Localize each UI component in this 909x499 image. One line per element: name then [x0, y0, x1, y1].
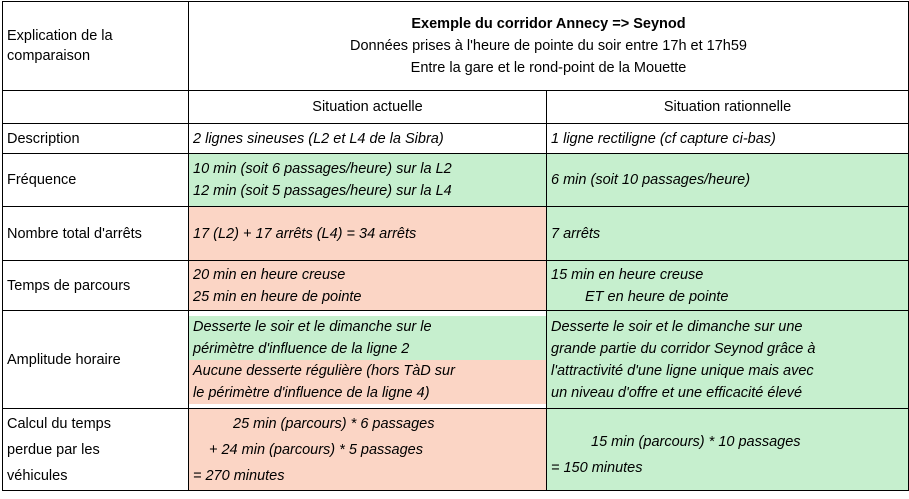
header-label-cell [3, 2, 189, 91]
calcul-rational-line: 15 min (parcours) * 10 passages [591, 433, 801, 450]
parcours-rational [547, 261, 909, 311]
calcul-current-line: 25 min (parcours) * 6 passages [233, 415, 435, 432]
frequence-current [189, 154, 547, 207]
amplitude-rational [547, 311, 909, 409]
arrets-rational: 7 arrêts [547, 207, 909, 261]
header-label: Explication de la comparaison [7, 28, 113, 64]
calcul-label-line: Calcul du temps [7, 415, 111, 432]
description-rational: 1 ligne rectiligne (cf capture ci-bas) [547, 124, 909, 154]
amplitude-rational-line: l'attractivité d'une ligne unique mais avec [551, 362, 814, 379]
row-label-parcours: Temps de parcours [3, 261, 189, 311]
parcours-rational-line: 15 min en heure creuse [551, 266, 704, 283]
frequence-rational: 6 min (soit 10 passages/heure) [547, 154, 909, 207]
calcul-current-line: + 24 min (parcours) * 5 passages [209, 441, 423, 458]
table-subtitle-period: Données prises à l'heure de pointe du soir entre 17h et 17h59 [350, 38, 747, 54]
amplitude-current [189, 311, 547, 409]
parcours-current-line: 25 min en heure de pointe [193, 288, 362, 305]
calcul-current [189, 409, 547, 491]
table-subtitle-route: Entre la gare et le rond-point de la Mouette [410, 60, 687, 76]
row-label-amplitude: Amplitude horaire [3, 311, 189, 409]
frequence-current-line: 10 min (soit 6 passages/heure) sur la L2 [193, 161, 452, 177]
amplitude-current-line: le périmètre d'influence de la ligne 4) [189, 382, 546, 404]
parcours-current [189, 261, 547, 311]
calcul-label-line: perdue par les [7, 441, 100, 458]
row-label-arrets: Nombre total d'arrêts [3, 207, 189, 261]
calcul-rational-line: = 150 minutes [551, 459, 643, 476]
arrets-current: 17 (L2) + 17 arrêts (L4) = 34 arrêts [189, 207, 547, 261]
table-title: Exemple du corridor Annecy => Seynod [411, 16, 686, 32]
column-header-rational: Situation rationnelle [547, 91, 909, 124]
comparison-table [2, 1, 909, 491]
blank-cell [3, 91, 189, 124]
header-title-cell [189, 2, 909, 91]
amplitude-current-line: Aucune desserte régulière (hors TàD sur [189, 360, 546, 382]
amplitude-rational-line: Desserte le soir et le dimanche sur une [551, 318, 803, 335]
parcours-current-line: 20 min en heure creuse [193, 266, 346, 283]
amplitude-current-line: Desserte le soir et le dimanche sur le [189, 316, 546, 338]
amplitude-current-line: périmètre d'influence de la ligne 2 [189, 338, 546, 360]
column-header-current: Situation actuelle [189, 91, 547, 124]
frequence-current-line: 12 min (soit 5 passages/heure) sur la L4 [193, 183, 452, 199]
calcul-current-line: = 270 minutes [193, 467, 285, 484]
amplitude-rational-line: grande partie du corridor Seynod grâce à [551, 340, 816, 357]
row-label-frequence: Fréquence [3, 154, 189, 207]
calcul-label-line: véhicules [7, 467, 68, 484]
description-current: 2 lignes sineuses (L2 et L4 de la Sibra) [189, 124, 547, 154]
parcours-rational-line: ET en heure de pointe [585, 288, 729, 305]
calcul-rational [547, 409, 909, 491]
row-label-calcul [3, 409, 189, 491]
amplitude-rational-line: un niveau d'offre et une efficacité élevé [551, 384, 803, 401]
row-label-description: Description [3, 124, 189, 154]
